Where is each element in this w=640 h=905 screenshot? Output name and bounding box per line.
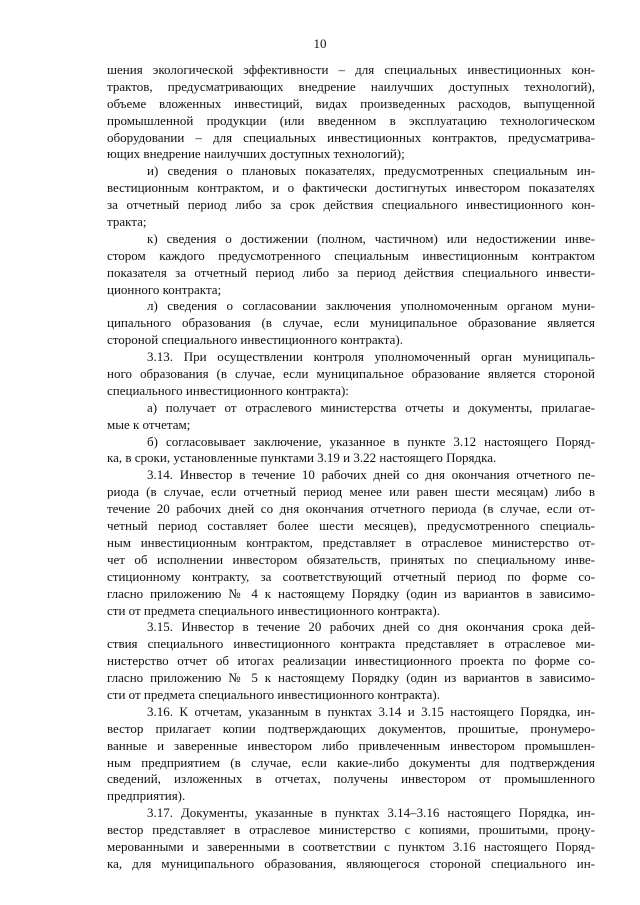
- text-line: ципального образования (в случае, если муниципальное образование является: [107, 315, 595, 331]
- text-line: стиционному контракту, за соответствующий отчетный период по форме со-: [107, 568, 595, 584]
- text-line: ным предприятием (в случае, если какие-либо документы для подтверждения: [107, 754, 595, 770]
- text-line: объеме вложенных инвестиций, видах произведенных расходов, выпущенной: [107, 95, 595, 111]
- text-line: ционного контракта;: [107, 281, 222, 297]
- document-body: [107, 62, 595, 873]
- page-number: 10: [313, 36, 327, 51]
- text-line: тракта;: [107, 214, 147, 230]
- text-line: сти от предмета специального инвестиционного контракта).: [107, 686, 440, 702]
- text-line: ным инвестиционным контрактом, представляет в отраслевое министерство от-: [107, 534, 595, 550]
- text-line: шения экологической эффективности – для специальных инвестиционных кон-: [107, 62, 595, 77]
- text-line: 3.16. К отчетам, указанным в пунктах 3.14 и 3.15 настоящего Порядка, ин-: [147, 703, 595, 719]
- text-line: мерованными и заверенными в соответствии с пунктом 3.16 настоящего Поряд-: [107, 838, 595, 854]
- text-line: 3.13. При осуществлении контроля уполномоченный орган муниципаль-: [147, 349, 595, 365]
- text-line: стороной специального инвестиционного контракта).: [107, 332, 403, 348]
- text-line: стором каждого предусмотренного специальным инвестиционным контрактом: [107, 247, 595, 263]
- text-line: за отчетный период либо за срок действия специального инвестиционного кон-: [107, 197, 595, 213]
- text-line: сведений, изложенных в отчетах, получены инвестором от промышленного: [107, 771, 595, 787]
- text-line: четный период составляет более шести месяцев), предусмотренного специаль-: [107, 518, 595, 534]
- text-line: течение 20 рабочих дней со дня окончания отчетного периода (в случае, если от-: [107, 501, 595, 517]
- text-line: гласно приложению № 4 к настоящему Порядку (один из вариантов в зависимо-: [107, 585, 595, 601]
- text-line: 3.17. Документы, указанные в пунктах 3.14–3.16 настоящего Порядка, ин-: [147, 805, 595, 821]
- text-line: оборудовании – для специальных инвестиционных контрактов, предусматрива-: [107, 129, 595, 145]
- text-line: предприятия).: [107, 788, 186, 804]
- text-line: промышленной продукции (или введенном в эксплуатацию технологическом: [107, 112, 595, 128]
- text-line: ствия специального инвестиционного контракта представляет в отраслевое ми-: [107, 636, 595, 652]
- text-line: и) сведения о плановых показателях, предусмотренных специальным ин-: [147, 163, 595, 179]
- text-line: ющих внедрение наилучших доступных технологий);: [107, 146, 405, 162]
- text-line: мые к отчетам;: [107, 416, 191, 432]
- text-line: ванные и заверенные инвестором либо привлеченным инвестором промышлен-: [107, 737, 595, 753]
- text-line: вестор прилагает копии подтверждающих документов, прошитые, пронумеро-: [107, 720, 595, 736]
- text-line: риода (в случае, если отчетный период менее или равен шести месяцам) либо в: [107, 484, 595, 500]
- text-line: чет об исполнении инвестором обязательств, принятых по специальному инве-: [107, 551, 595, 567]
- text-line: 3.14. Инвестор в течение 10 рабочих дней со дня окончания отчетного пе-: [147, 467, 595, 483]
- text-line: ка, для муниципального образования, являющегося стороной специального ин-: [107, 855, 595, 871]
- text-line: к) сведения о достижении (полном, частичном) или недостижении инве-: [147, 230, 595, 246]
- text-line: л) сведения о согласовании заключения уполномоченным органом муни-: [147, 298, 595, 314]
- text-line: 3.15. Инвестор в течение 20 рабочих дней со дня окончания срока дей-: [147, 619, 595, 635]
- text-line: трактов, предусматривающих внедрение наилучших доступных технологий),: [107, 78, 595, 94]
- text-line: а) получает от отраслевого министерства отчеты и документы, прилагае-: [147, 399, 595, 415]
- text-line: б) согласовывает заключение, указанное в пункте 3.12 настоящего Поряд-: [147, 433, 595, 449]
- text-line: гласно приложению № 5 к настоящему Порядку (один из вариантов в зависимо-: [107, 670, 595, 686]
- text-line: ного образования (в случае, если муниципальное образование является стороной: [107, 366, 595, 382]
- text-line: ка, в сроки, установленные пунктами 3.19 и 3.22 настоящего Порядка.: [107, 450, 497, 466]
- text-line: нистерство отчет об итогах реализации инвестиционного проекта по форме со-: [107, 653, 595, 669]
- text-line: специального инвестиционного контракта):: [107, 382, 349, 398]
- text-line: вестор представляет в отраслевое министерство с копиями, прошитыми, проңу-: [107, 822, 595, 838]
- text-line: вестиционным контрактом, и о фактически достигнутых инвестором показателях: [107, 180, 595, 196]
- text-line: сти от предмета специального инвестиционного контракта).: [107, 602, 440, 618]
- text-line: показателя за отчетный период либо за период действия специального инвести-: [107, 264, 595, 280]
